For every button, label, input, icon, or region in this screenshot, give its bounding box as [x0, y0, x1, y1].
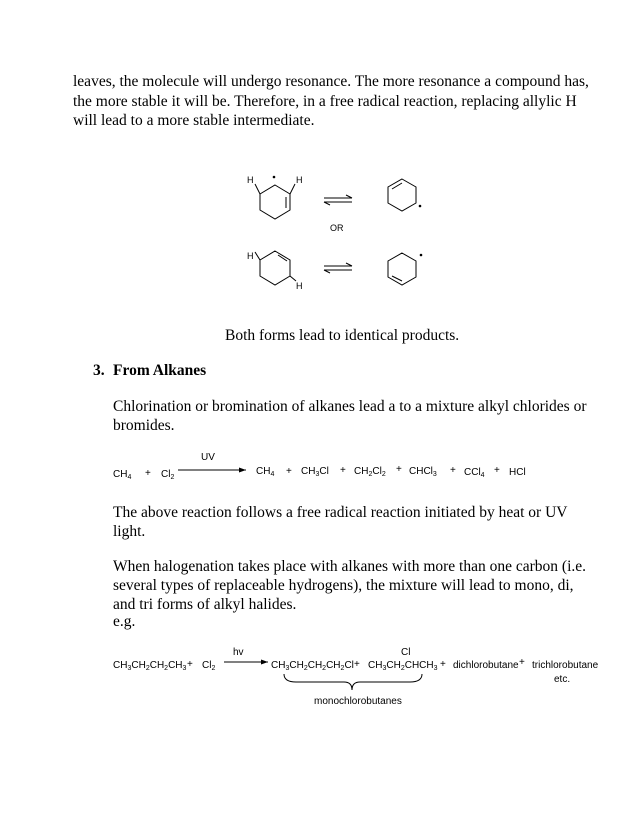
para3-line-4: e.g.: [113, 613, 136, 630]
para1-line-2: bromides.: [113, 417, 175, 434]
condition-uv: UV: [201, 452, 215, 463]
product-ch2cl2: $CH_2Cl_2$: [354, 466, 386, 478]
radical-dot-2: [419, 205, 422, 208]
plus: +: [440, 659, 446, 670]
radical-dot-3: [420, 254, 423, 257]
plus: +: [519, 657, 525, 668]
plus: +: [286, 466, 292, 477]
or-label: OR: [330, 223, 344, 233]
plus: +: [187, 659, 193, 670]
cyclohexene-product-1: [388, 179, 416, 211]
reactant-cl2: $Cl_2$: [161, 469, 175, 481]
reaction-arrow-1: [178, 465, 248, 475]
plus: +: [340, 465, 346, 476]
product-trichlorobutane: trichlorobutane: [532, 660, 599, 671]
h-label-3: H: [247, 251, 254, 261]
para2-line-1: The above reaction follows a free radical reaction initiated by heat or UV: [113, 504, 568, 521]
reactant-ch4: $CH_4$: [113, 469, 132, 481]
intro-line-3: will lead to a more stable intermediate.: [73, 112, 315, 129]
product-ch4: $CH_4$: [256, 466, 275, 478]
plus: +: [396, 464, 402, 475]
plus: +: [145, 468, 151, 479]
product-dichlorobutane: dichlorobutane: [453, 660, 519, 671]
equilibrium-arrow-1: [324, 195, 352, 205]
h-label-4: H: [296, 281, 303, 291]
h-label-2: H: [296, 175, 303, 185]
h-label-1: H: [247, 175, 254, 185]
cl-label: Cl: [401, 647, 411, 658]
section-number: 3.: [93, 362, 105, 379]
section-title: From Alkanes: [113, 362, 207, 379]
reaction-arrow-2: [224, 657, 270, 667]
reactant-butane: $CH_3CH_2CH_2CH_3$: [113, 660, 187, 672]
product-ccl4: CCl$_4$: [464, 467, 485, 479]
reactant-cl2: $Cl_2$: [202, 660, 216, 672]
product-chcl3: CHCl$_3$: [409, 466, 437, 478]
product-ch3cl: $CH_3Cl$: [301, 466, 329, 478]
etc-label: etc.: [554, 674, 571, 685]
scheme-caption: Both forms lead to identical products.: [225, 327, 460, 344]
intro-line-2: the more stable it will be. Therefore, in a free radical reaction, replacing allylic H: [73, 93, 577, 110]
equilibrium-arrow-2: [324, 263, 352, 273]
plus: +: [450, 465, 456, 476]
para3-line-3: and tri forms of alkyl halides.: [113, 596, 297, 613]
condition-hv: hv: [233, 647, 244, 658]
product-1-chlorobutane: $CH_3CH_2CH_2CH_2Cl$: [271, 660, 354, 672]
para3-line-1: When halogenation takes place with alkanes with more than one carbon (i.e.: [113, 558, 587, 575]
plus: +: [354, 659, 360, 670]
cyclohexene-product-2: [388, 253, 416, 285]
product-hcl: HCl: [509, 467, 526, 478]
resonance-scheme: [0, 165, 630, 291]
para1-line-1: Chlorination or bromination of alkanes lead a to a mixture alkyl chlorides or: [113, 398, 587, 415]
plus: +: [494, 465, 500, 476]
product-2-chlorobutane: $CH_3CH_2CHCH_3$: [368, 660, 438, 672]
brace: [282, 672, 432, 692]
cyclohexene-radical-1: [255, 184, 295, 219]
cyclohexene-radical-2: [255, 251, 296, 285]
radical-dot-1: [273, 176, 276, 179]
para2-line-2: light.: [113, 523, 146, 540]
intro-line-1: leaves, the molecule will undergo resonance. The more resonance a compound has,: [73, 73, 589, 90]
para3-line-2: several types of replaceable hydrogens), the mixture will lead to mono, di,: [113, 577, 574, 594]
brace-label: monochlorobutanes: [314, 696, 402, 707]
